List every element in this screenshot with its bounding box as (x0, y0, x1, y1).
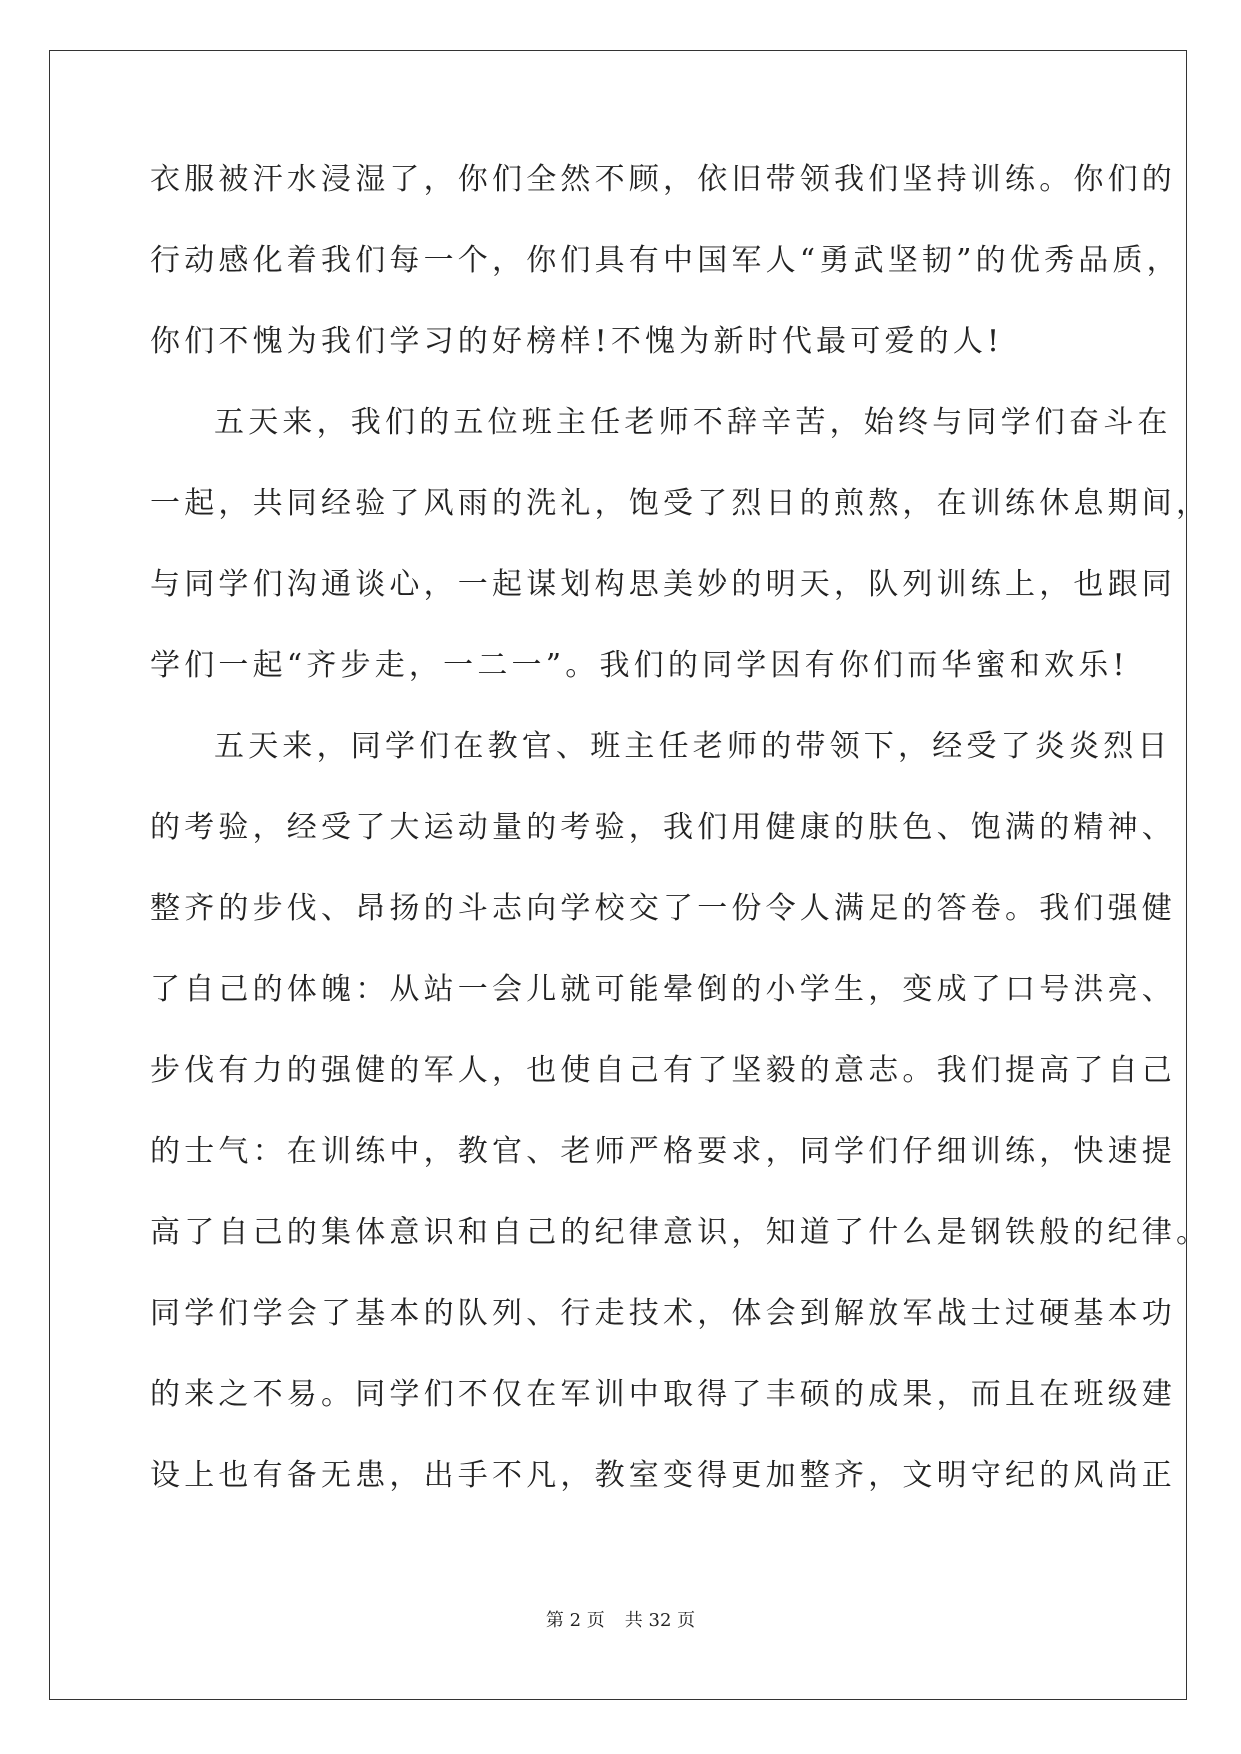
text-line: 的考验，经受了大运动量的考验，我们用健康的肤色、饱满的精神、 (150, 810, 1176, 845)
text-line: 的来之不易。同学们不仅在军训中取得了丰硕的成果，而且在班级建 (150, 1377, 1176, 1412)
text-line: 与同学们沟通谈心，一起谋划构思美妙的明天，队列训练上，也跟同 (150, 567, 1176, 602)
text-line: 同学们学会了基本的队列、行走技术，体会到解放军战士过硬基本功 (150, 1296, 1176, 1331)
text-line: 学们一起“齐步走，一二一”。我们的同学因有你们而华蜜和欢乐! (150, 648, 1129, 683)
document-body (150, 160, 1211, 1537)
paragraph-start-line: 五天来，我们的五位班主任老师不辞辛苦，始终与同学们奋斗在 (214, 405, 1172, 440)
text-line: 你们不愧为我们学习的好榜样!不愧为新时代最可爱的人! (150, 324, 1004, 359)
paragraph-start-line: 五天来，同学们在教官、班主任老师的带领下，经受了炎炎烈日 (214, 729, 1172, 764)
text-line: 整齐的步伐、昂扬的斗志向学校交了一份令人满足的答卷。我们强健 (150, 891, 1176, 926)
text-line: 的士气：在训练中，教官、老师严格要求，同学们仔细训练，快速提 (150, 1134, 1176, 1169)
page-number: 第 2 页 (545, 1610, 605, 1631)
text-line: 一起，共同经验了风雨的洗礼，饱受了烈日的煎熬，在训练休息期间， (150, 486, 1211, 521)
text-line: 了自己的体魄：从站一会儿就可能晕倒的小学生，变成了口号洪亮、 (150, 972, 1176, 1007)
page-footer (0, 1606, 1241, 1632)
text-line: 行动感化着我们每一个，你们具有中国军人“勇武坚韧”的优秀品质， (150, 243, 1181, 278)
text-line: 步伐有力的强健的军人，也使自己有了坚毅的意志。我们提高了自己 (150, 1053, 1176, 1088)
text-line: 高了自己的集体意识和自己的纪律意识，知道了什么是钢铁般的纪律。 (150, 1215, 1211, 1250)
text-line: 衣服被汗水浸湿了，你们全然不顾，依旧带领我们坚持训练。你们的 (150, 162, 1176, 197)
page-total: 共 32 页 (624, 1610, 696, 1631)
text-line: 设上也有备无患，出手不凡，教室变得更加整齐，文明守纪的风尚正 (150, 1458, 1176, 1493)
